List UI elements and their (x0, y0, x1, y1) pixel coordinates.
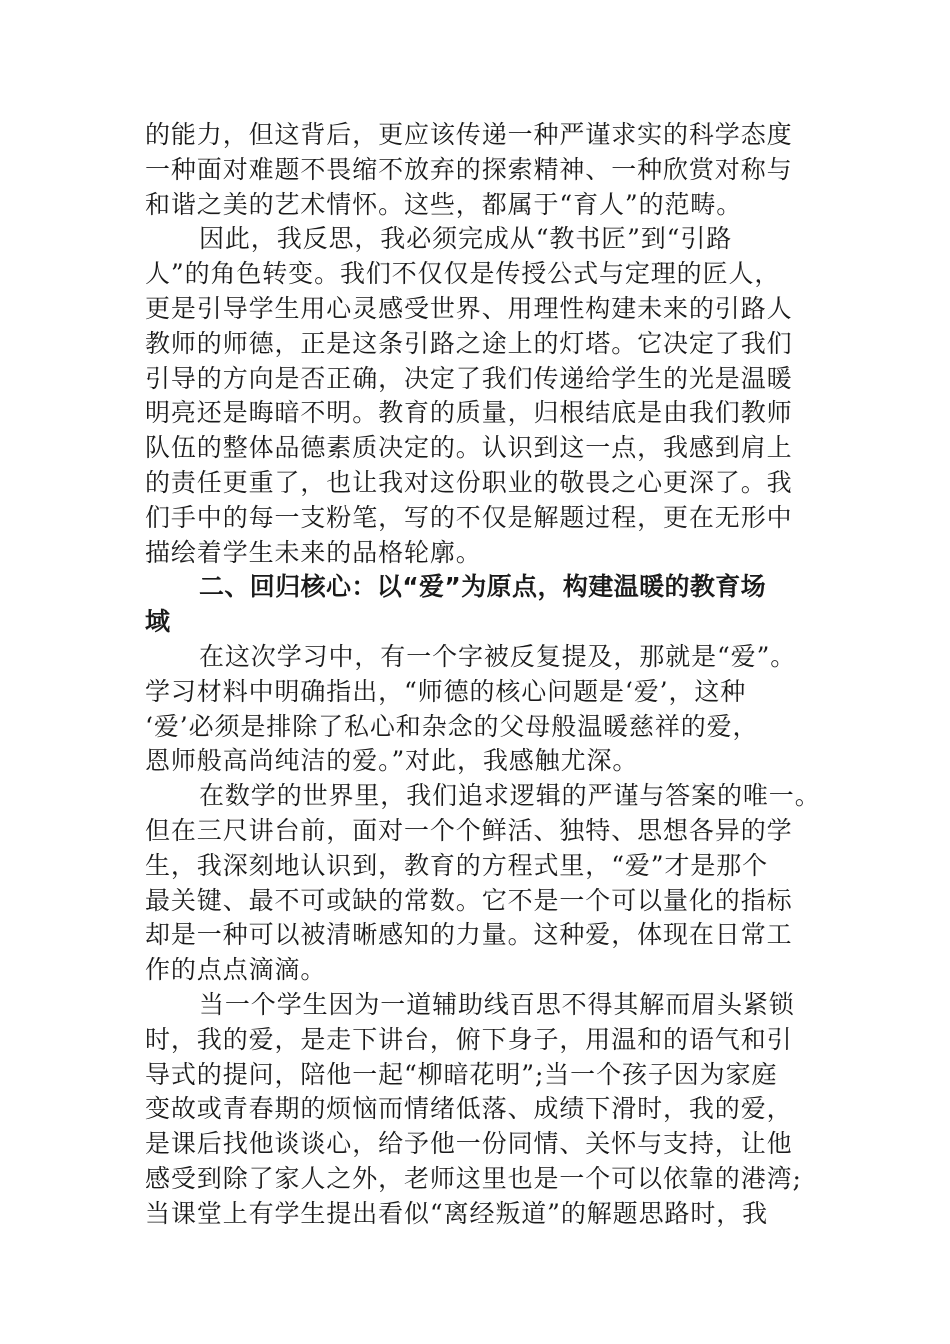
section-heading-line: 二、回归核心：以“爱”为原点，构建温暖的教育场 (199, 572, 767, 602)
paragraph-line: 描绘着学生未来的品格轮廓。 (145, 537, 482, 567)
paragraph-line: 的能力，但这背后，更应该传递一种严谨求实的科学态度 (145, 120, 793, 149)
paragraph-line: 但在三尺讲台前，面对一个个鲜活、独特、思想各异的学 (145, 815, 793, 845)
paragraph-line: 生，我深刻地认识到，教育的方程式里，“爱”才是那个 (145, 850, 769, 880)
paragraph-line: 作的点点滴滴。 (145, 955, 327, 985)
paragraph-line: 引导的方向是否正确，决定了我们传递给学生的光是温暖 (145, 363, 793, 393)
paragraph-line: 在数学的世界里，我们追求逻辑的严谨与答案的唯一。 (199, 781, 821, 811)
paragraph-line: 教师的师德，正是这条引路之途上的灯塔。它决定了我们 (145, 328, 793, 358)
paragraph-line: 人”的角色转变。我们不仅仅是传授公式与定理的匠人， (145, 259, 781, 289)
paragraph-line: 变故或青春期的烦恼而情绪低落、成绩下滑时，我的爱， (145, 1094, 793, 1124)
paragraph-line: 最关键、最不可或缺的常数。它不是一个可以量化的指标 (145, 885, 793, 915)
paragraph-line: 时，我的爱，是走下讲台，俯下身子，用温和的语气和引 (145, 1024, 793, 1054)
paragraph-line: 学习材料中明确指出，“师德的核心问题是‘爱’，这种 (145, 676, 747, 706)
document-body (145, 118, 821, 1232)
section-heading-line: 域 (145, 607, 171, 637)
paragraph-line: 因此，我反思，我必须完成从“教书匠”到“引路 (199, 224, 733, 254)
paragraph-line: ‘爱’必须是排除了私心和杂念的父母般温暖慈祥的爱， (145, 711, 759, 741)
paragraph-line: 是课后找他谈谈心，给予他一份同情、关怀与支持，让他 (145, 1129, 793, 1159)
paragraph-line: 一种面对难题不畏缩不放弃的探索精神、一种欣赏对称与 (145, 154, 793, 184)
paragraph-line: 队伍的整体品德素质决定的。认识到这一点，我感到肩上 (145, 433, 793, 463)
paragraph-line: 和谐之美的艺术情怀。这些，都属于“育人”的范畴。 (145, 189, 743, 219)
paragraph-line: 明亮还是晦暗不明。教育的质量，归根结底是由我们教师 (145, 398, 793, 428)
paragraph-line: 当课堂上有学生提出看似“离经叛道”的解题思路时，我 (145, 1198, 769, 1228)
paragraph-line: 却是一种可以被清晰感知的力量。这种爱，体现在日常工 (145, 920, 793, 950)
paragraph-line: 的责任更重了，也让我对这份职业的敬畏之心更深了。我 (145, 467, 793, 497)
paragraph-line: 当一个学生因为一道辅助线百思不得其解而眉头紧锁 (199, 989, 795, 1019)
paragraph-line: 在这次学习中，有一个字被反复提及，那就是“爱”。 (199, 641, 797, 671)
paragraph-line: 们手中的每一支粉笔，写的不仅是解题过程，更在无形中 (145, 502, 793, 532)
paragraph-line: 感受到除了家人之外，老师这里也是一个可以依靠的港湾; (145, 1163, 802, 1193)
paragraph-line: 导式的提问，陪他一起“柳暗花明”;当一个孩子因为家庭 (145, 1059, 778, 1089)
paragraph-line: 恩师般高尚纯洁的爱。”对此，我感触尤深。 (145, 746, 639, 776)
paragraph-line: 更是引导学生用心灵感受世界、用理性构建未来的引路人 (145, 293, 793, 323)
